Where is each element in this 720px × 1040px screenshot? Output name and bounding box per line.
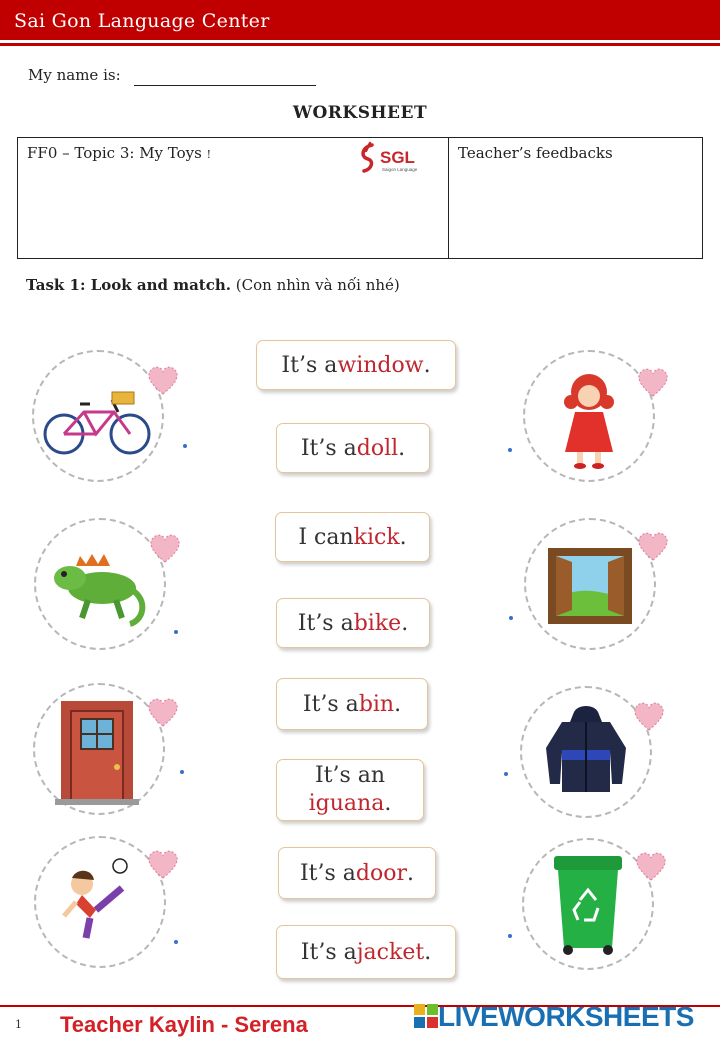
card-word: doll xyxy=(356,435,399,461)
window-icon xyxy=(526,520,654,648)
card-prefix: I can xyxy=(298,524,354,550)
door-icon xyxy=(35,685,163,813)
center-name: Sai Gon Language Center xyxy=(14,10,270,32)
liveworksheets-brand: LIVEWORKSHEETS xyxy=(438,1001,694,1032)
heart-icon xyxy=(636,530,670,562)
match-dot-right-2[interactable] xyxy=(509,616,513,620)
match-dot-left-3[interactable] xyxy=(180,770,184,774)
page-number: 1 xyxy=(15,1018,22,1031)
word-card-3[interactable] xyxy=(275,512,430,562)
liveworksheets-logo-icon xyxy=(414,1004,438,1028)
card-word: bin xyxy=(358,691,395,717)
name-input-line[interactable] xyxy=(134,85,316,86)
word-card-1[interactable] xyxy=(256,340,456,390)
card-prefix: It’s a xyxy=(297,610,354,636)
info-table-divider xyxy=(448,137,449,259)
card-suffix: . xyxy=(401,610,409,636)
topic-suffix: ! xyxy=(206,148,212,161)
card-prefix: It’s a xyxy=(300,939,357,965)
task-instruction xyxy=(26,276,400,294)
task-title: Task 1: Look and match. xyxy=(26,276,231,294)
heart-icon xyxy=(148,532,182,564)
name-label: My name is: xyxy=(28,66,121,84)
bin-icon xyxy=(524,840,652,968)
header-underline xyxy=(0,43,720,46)
card-suffix: . xyxy=(423,352,431,378)
card-word: jacket xyxy=(356,939,425,965)
iguana-icon xyxy=(36,520,164,648)
task-hint: (Con nhìn và nối nhé) xyxy=(235,276,400,294)
bike-icon xyxy=(34,352,162,480)
card-suffix: . xyxy=(398,435,406,461)
worksheet-title: WORKSHEET xyxy=(292,103,428,123)
heart-icon xyxy=(632,700,666,732)
card-prefix: It’s an xyxy=(314,763,386,788)
word-card-4[interactable] xyxy=(276,598,430,648)
match-dot-right-4[interactable] xyxy=(508,934,512,938)
heart-icon xyxy=(146,848,180,880)
card-word: window xyxy=(337,352,424,378)
card-suffix: . xyxy=(424,939,432,965)
kicking-boy-icon xyxy=(36,838,164,966)
word-card-6[interactable] xyxy=(276,759,424,821)
logo-subtext: Saigon Language xyxy=(382,167,418,172)
match-dot-left-1[interactable] xyxy=(183,444,187,448)
match-dot-left-4[interactable] xyxy=(174,940,178,944)
card-prefix: It’s a xyxy=(300,435,357,461)
doll-icon xyxy=(525,352,653,480)
logo-text: SGL xyxy=(380,148,415,167)
sgl-logo xyxy=(358,141,430,175)
card-suffix: . xyxy=(394,691,402,717)
topic-label xyxy=(27,144,211,162)
jacket-icon xyxy=(522,688,650,816)
teacher-name: Teacher Kaylin - Serena xyxy=(60,1012,308,1037)
bike-picture[interactable] xyxy=(32,350,164,482)
card-suffix: . xyxy=(407,860,415,886)
card-word: bike xyxy=(353,610,402,636)
card-prefix: It’s a xyxy=(299,860,356,886)
heart-icon xyxy=(636,366,670,398)
match-dot-right-1[interactable] xyxy=(508,448,512,452)
topic-text: FF0 – Topic 3: My Toys xyxy=(27,144,202,162)
card-suffix: . xyxy=(384,791,392,816)
card-word: iguana xyxy=(308,791,385,816)
heart-icon xyxy=(634,850,668,882)
word-card-2[interactable] xyxy=(276,423,430,473)
word-card-5[interactable] xyxy=(276,678,428,730)
heart-icon xyxy=(146,364,180,396)
card-prefix: It’s a xyxy=(302,691,359,717)
feedback-label: Teacher’s feedbacks xyxy=(458,144,613,162)
word-card-8[interactable] xyxy=(276,925,456,979)
card-prefix: It’s a xyxy=(281,352,338,378)
match-dot-right-3[interactable] xyxy=(504,772,508,776)
card-word: door xyxy=(355,860,408,886)
word-card-7[interactable] xyxy=(278,847,436,899)
iguana-picture[interactable] xyxy=(34,518,166,650)
card-suffix: . xyxy=(399,524,407,550)
match-dot-left-2[interactable] xyxy=(174,630,178,634)
heart-icon xyxy=(146,696,180,728)
card-word: kick xyxy=(353,524,400,550)
